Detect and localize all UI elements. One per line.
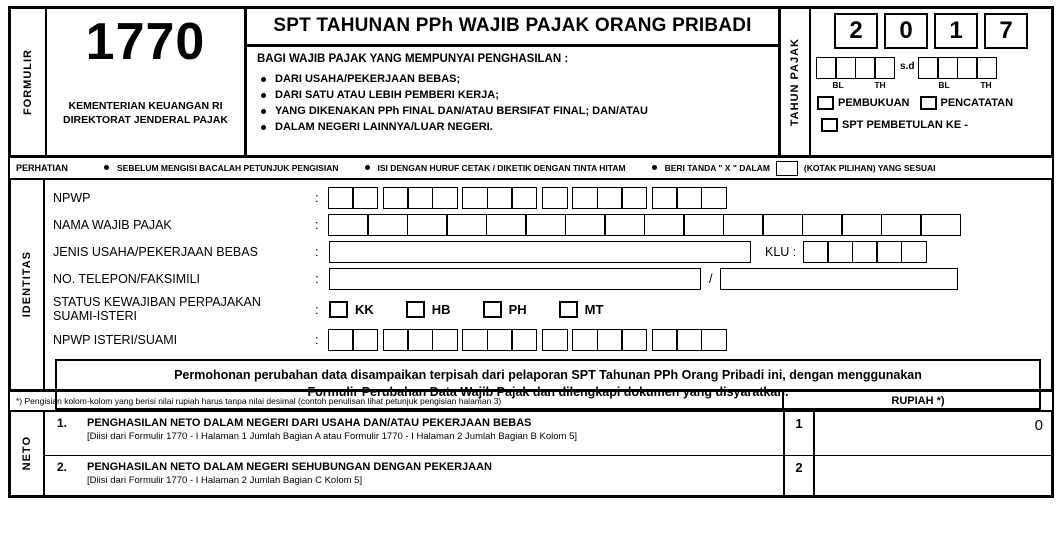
perhatian-checkbox[interactable] — [776, 161, 798, 176]
period-start-cells[interactable] — [817, 57, 895, 79]
period-end-cells[interactable] — [919, 57, 997, 79]
npwp-cell[interactable] — [407, 187, 433, 209]
npwp-isteri-cell[interactable] — [542, 329, 568, 351]
npwp-cell[interactable] — [511, 187, 537, 209]
nama-cell[interactable] — [565, 214, 606, 236]
nama-input[interactable] — [329, 214, 961, 236]
year-digit-1[interactable]: 2 — [834, 13, 878, 49]
telepon-input[interactable] — [329, 268, 701, 290]
klu-input[interactable] — [804, 241, 927, 263]
perhatian-label: PERHATIAN — [16, 163, 68, 173]
period-end-bl-2[interactable] — [937, 57, 958, 79]
npwp-isteri-cell[interactable] — [462, 329, 488, 351]
nama-cell[interactable] — [446, 214, 487, 236]
period-start-bl-label: BL — [832, 80, 844, 90]
neto-row-2-text — [87, 456, 783, 498]
npwp-cell[interactable] — [652, 187, 678, 209]
formulir-side-label — [11, 9, 47, 155]
telepon-label: NO. TELEPON/FAKSIMILI — [53, 271, 201, 286]
telepon-row — [53, 265, 1045, 292]
form-title: SPT TAHUNAN PPh WAJIB PAJAK ORANG PRIBADI — [247, 9, 778, 47]
pembukuan-checkbox[interactable] — [817, 96, 834, 110]
jenis-usaha-input[interactable] — [329, 241, 751, 263]
neto-row-2-index: 2 — [783, 456, 813, 498]
status-option-mt[interactable] — [559, 301, 604, 318]
status-label-kk: KK — [355, 301, 374, 317]
nama-colon: : — [315, 217, 319, 232]
period-end-bl-1[interactable] — [918, 57, 939, 79]
nama-cell[interactable] — [525, 214, 566, 236]
nama-label: NAMA WAJIB PAJAK — [53, 217, 172, 232]
period-end-th-2[interactable] — [976, 57, 997, 79]
klu-cell[interactable] — [876, 241, 902, 263]
neto-row-1-text — [87, 412, 783, 455]
telepon-colon: : — [315, 271, 319, 286]
neto-row-1-index: 1 — [783, 412, 813, 455]
npwp-cell[interactable] — [487, 187, 513, 209]
npwp-isteri-cell[interactable] — [597, 329, 623, 351]
nama-cell[interactable] — [604, 214, 645, 236]
perhatian-item-4: (KOTAK PILIHAN) YANG SESUAI — [803, 163, 936, 173]
bookkeeping-options — [817, 96, 1045, 110]
neto-section — [8, 412, 1054, 498]
npwp-isteri-cell[interactable] — [328, 329, 354, 351]
tahun-pajak-vertical-text: TAHUN PAJAK — [789, 37, 801, 127]
nama-cell[interactable] — [683, 214, 724, 236]
neto-row-1-title: PENGHASILAN NETO DALAM NEGERI DARI USAHA DAN/ATAU PEKERJAAN BEBAS — [87, 417, 532, 429]
bullet-dot-icon — [104, 165, 109, 170]
neto-row-1-sub: [Diisi dari Formulir 1770 - I Halaman 1 Jumlah Bagian A atau Formulir 1770 - I Halaman 2 Jumlah Bagian B Kolom 5] — [87, 431, 578, 442]
identitas-section — [8, 180, 1054, 399]
neto-side-label — [11, 412, 45, 495]
tahun-pajak-side-label — [781, 9, 811, 155]
faksimili-input[interactable] — [720, 268, 958, 290]
nama-row — [53, 211, 1045, 238]
klu-cell[interactable] — [803, 241, 829, 263]
npwp-isteri-cell[interactable] — [383, 329, 409, 351]
tax-year-block — [781, 9, 1051, 155]
npwp-cell[interactable] — [572, 187, 598, 209]
perhatian-item-2: ISI DENGAN HURUF CETAK / DIKETIK DENGAN TINTA HITAM — [377, 163, 626, 173]
bullet-dot-icon — [365, 165, 370, 170]
status-checkbox-kk[interactable] — [329, 301, 348, 318]
form-title-block — [247, 9, 781, 155]
npwp-colon: : — [315, 190, 319, 205]
status-checkbox-ph[interactable] — [483, 301, 502, 318]
nama-cell[interactable] — [486, 214, 527, 236]
ministry-line-1: KEMENTERIAN KEUANGAN RI — [68, 100, 223, 112]
neto-rows — [45, 412, 1051, 495]
period-label-row — [817, 80, 1045, 90]
permohonan-line-1: Permohonan perubahan data disampaikan terpisah dari pelaporan SPT Tahunan PPh Orang Pribadi ini, dengan menggunakan — [174, 368, 922, 382]
bullet-dot-icon — [652, 165, 657, 170]
formulir-vertical-text: FORMULIR — [22, 48, 34, 116]
pencatatan-checkbox[interactable] — [920, 96, 937, 110]
npwp-isteri-cell[interactable] — [676, 329, 702, 351]
status-row — [53, 292, 1045, 326]
year-digit-4[interactable]: 7 — [984, 13, 1028, 49]
rupiah-column-header: RUPIAH *) — [782, 392, 1052, 410]
npwp-isteri-input[interactable] — [329, 329, 727, 351]
klu-cell[interactable] — [827, 241, 853, 263]
pencatatan-label: PENCATATAN — [940, 97, 1014, 109]
npwp-row — [53, 184, 1045, 211]
npwp-cell[interactable] — [328, 187, 354, 209]
period-start-bl-1[interactable] — [816, 57, 837, 79]
perhatian-item-3: BERI TANDA " X " DALAM — [664, 163, 770, 173]
neto-row-2-number: 2. — [57, 460, 68, 474]
npwp-cell[interactable] — [676, 187, 702, 209]
npwp-cell[interactable] — [462, 187, 488, 209]
npwp-isteri-cell[interactable] — [352, 329, 378, 351]
nama-cell[interactable] — [881, 214, 922, 236]
period-start-th-1[interactable] — [855, 57, 876, 79]
nama-cell[interactable] — [723, 214, 764, 236]
status-label — [53, 295, 315, 323]
list-item: DARI USAHA/PEKERJAAN BEBAS; — [257, 71, 778, 87]
npwp-label: NPWP — [53, 190, 91, 205]
form-identity-block — [47, 9, 247, 155]
table-row — [45, 412, 1051, 455]
nama-cell[interactable] — [802, 214, 843, 236]
status-checkbox-hb[interactable] — [406, 301, 425, 318]
status-colon: : — [315, 301, 319, 317]
npwp-isteri-cell[interactable] — [621, 329, 647, 351]
npwp-isteri-cell[interactable] — [652, 329, 678, 351]
neto-vertical-text: NETO — [21, 436, 33, 471]
npwp-isteri-cell[interactable] — [487, 329, 513, 351]
neto-row-2-value[interactable] — [813, 456, 1051, 498]
npwp-isteri-row — [53, 326, 1045, 353]
status-option-hb[interactable] — [406, 301, 451, 318]
neto-row-1-value[interactable]: 0 — [813, 412, 1051, 455]
period-end-th-1[interactable] — [957, 57, 978, 79]
npwp-cell[interactable] — [597, 187, 623, 209]
period-start-th-2[interactable] — [874, 57, 895, 79]
jenis-usaha-label: JENIS USAHA/PEKERJAAN BEBAS — [53, 244, 258, 259]
npwp-isteri-cell[interactable] — [572, 329, 598, 351]
jenis-usaha-colon: : — [315, 244, 319, 259]
telepon-separator: / — [709, 271, 713, 286]
klu-label: KLU : — [765, 244, 797, 259]
period-start-th-label: TH — [874, 80, 886, 90]
permohonan-line-2: Formulir Perubahan Data Wajib Pajak dan dilengkapi dokumen yang disyaratkan. — [307, 385, 789, 399]
form-header — [8, 6, 1054, 158]
list-item: DALAM NEGERI LAINNYA/LUAR NEGERI. — [257, 119, 778, 135]
jenis-usaha-row — [53, 238, 1045, 265]
form-subtitle: BAGI WAJIB PAJAK YANG MEMPUNYAI PENGHASILAN : — [257, 53, 569, 65]
period-end-bl-label: BL — [938, 80, 950, 90]
pembukuan-label: PEMBUKUAN — [838, 97, 910, 109]
neto-row-2-title: PENGHASILAN NETO DALAM NEGERI SEHUBUNGAN DENGAN PEKERJAAN — [87, 461, 492, 473]
decimal-note: *) Pengisian kolom-kolom yang berisi nilai rupiah harus tanpa nilai desimal (contoh penulisan lihat petunjuk pengisian halaman 3) — [16, 396, 502, 406]
npwp-isteri-cell[interactable] — [432, 329, 458, 351]
npwp-cell[interactable] — [352, 187, 378, 209]
nama-cell[interactable] — [407, 214, 448, 236]
tax-year-fields — [811, 9, 1051, 155]
nama-cell[interactable] — [644, 214, 685, 236]
neto-row-1-number: 1. — [57, 416, 68, 430]
identitas-fields — [45, 180, 1051, 399]
list-item: DARI SATU ATAU LEBIH PEMBERI KERJA; — [257, 87, 778, 103]
nama-cell[interactable] — [762, 214, 803, 236]
status-option-ph[interactable] — [483, 301, 527, 318]
ministry-line-2: DIREKTORAT JENDERAL PAJAK — [63, 114, 228, 126]
klu-cell[interactable] — [901, 241, 927, 263]
perhatian-item-1: SEBELUM MENGISI BACALAH PETUNJUK PENGISIAN — [117, 163, 339, 173]
ministry-name — [63, 99, 228, 127]
nama-cell[interactable] — [367, 214, 408, 236]
status-label-line1: STATUS KEWAJIBAN PERPAJAKAN — [53, 295, 261, 309]
npwp-isteri-label: NPWP ISTERI/SUAMI — [53, 332, 178, 347]
npwp-isteri-cell[interactable] — [407, 329, 433, 351]
status-checkbox-mt[interactable] — [559, 301, 578, 318]
table-row — [45, 455, 1051, 498]
npwp-cell[interactable] — [701, 187, 727, 209]
status-option-kk[interactable] — [329, 301, 374, 318]
perhatian-bar — [8, 158, 1054, 180]
npwp-cell[interactable] — [383, 187, 409, 209]
pembetulan-row — [817, 118, 1045, 132]
year-digit-2[interactable]: 0 — [884, 13, 928, 49]
status-label-hb: HB — [431, 301, 451, 317]
klu-cell[interactable] — [852, 241, 878, 263]
identitas-side-label — [11, 180, 45, 389]
status-label-mt: MT — [584, 301, 604, 317]
npwp-cell[interactable] — [621, 187, 647, 209]
npwp-cell[interactable] — [542, 187, 568, 209]
pembetulan-checkbox[interactable] — [821, 118, 838, 132]
period-end-th-label: TH — [980, 80, 992, 90]
nama-cell[interactable] — [841, 214, 882, 236]
sd-label: s.d — [900, 61, 915, 72]
year-digit-3[interactable]: 1 — [934, 13, 978, 49]
year-digit-boxes — [817, 13, 1045, 49]
list-item: YANG DIKENAKAN PPh FINAL DAN/ATAU BERSIFAT FINAL; DAN/ATAU — [257, 103, 778, 119]
neto-row-2-sub: [Diisi dari Formulir 1770 - I Halaman 2 Jumlah Bagian C Kolom 5] — [87, 475, 363, 486]
status-label-ph: PH — [508, 301, 527, 317]
identitas-vertical-text: IDENTITAS — [21, 251, 33, 318]
period-row — [817, 57, 1045, 79]
status-label-line2: SUAMI-ISTERI — [53, 309, 138, 323]
form-subtitle-block — [247, 47, 778, 135]
npwp-isteri-cell[interactable] — [701, 329, 727, 351]
period-start-bl-2[interactable] — [835, 57, 856, 79]
pembetulan-label: SPT PEMBETULAN KE - — [842, 119, 968, 131]
npwp-cell[interactable] — [432, 187, 458, 209]
status-options — [329, 301, 635, 318]
npwp-isteri-colon: : — [315, 332, 319, 347]
npwp-isteri-cell[interactable] — [511, 329, 537, 351]
nama-cell[interactable] — [920, 214, 961, 236]
form-number: 1770 — [85, 13, 206, 71]
npwp-input[interactable] — [329, 187, 727, 209]
income-type-list — [257, 71, 778, 135]
nama-cell[interactable] — [328, 214, 369, 236]
